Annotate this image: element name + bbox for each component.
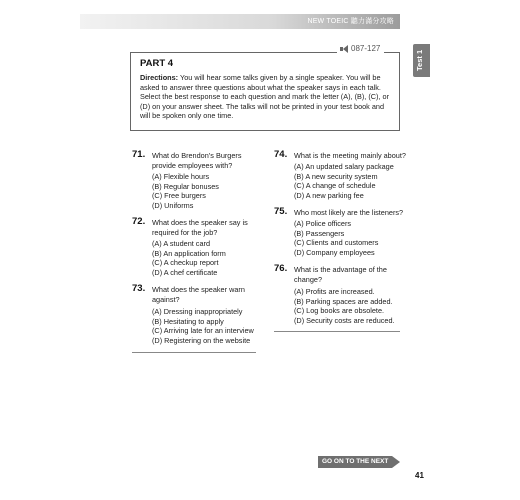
option-c[interactable]: (C) A change of schedule [294, 181, 376, 191]
option-d[interactable]: (D) Security costs are reduced. [294, 316, 395, 326]
question-text: What is the meeting mainly about? [294, 151, 406, 160]
option-d[interactable]: (D) A chef certificate [152, 268, 218, 278]
option-c[interactable]: (C) A checkup report [152, 258, 219, 268]
directions-text [140, 73, 392, 121]
option-b[interactable]: (B) Regular bonuses [152, 181, 219, 191]
column-divider-right [274, 331, 400, 332]
option-list [152, 172, 219, 211]
option-b[interactable]: (B) Hesitating to apply [152, 316, 224, 326]
question-text: What does the speaker say is required for the job? [152, 218, 248, 237]
page-number: 41 [415, 471, 424, 480]
option-a[interactable]: (A) Profits are increased. [294, 287, 375, 296]
option-a[interactable]: (A) A student card [152, 239, 211, 248]
option-b[interactable]: (B) An application form [152, 248, 226, 258]
header-title: NEW TOEIC 聽力滿分攻略 [307, 18, 394, 25]
directions-body: You will hear some talks given by a single speaker. You will be asked to answer three questions about what the speaker says in each talk. Select the best response to each question and mark the letter (A), (B), (C), or (D) on your answer sheet. The talks will not be printed in your test book and will be spoken only one time. [140, 73, 390, 121]
question-number: 72. [132, 216, 146, 227]
option-list [152, 239, 226, 278]
option-a[interactable]: (A) Flexible hours [152, 172, 210, 181]
question-text: What does the speaker warn against? [152, 285, 245, 304]
question-text: Who most likely are the listeners? [294, 208, 404, 217]
option-c[interactable]: (C) Arriving late for an interview [152, 326, 254, 336]
question-text: What is the advantage of the change? [294, 265, 387, 284]
part-title: PART 4 [140, 58, 174, 69]
option-a[interactable]: (A) Dressing inappropriately [152, 307, 243, 316]
option-b[interactable]: (B) Passengers [294, 228, 345, 238]
option-list [294, 287, 395, 326]
option-d[interactable]: (D) Company employees [294, 248, 375, 258]
option-b[interactable]: (B) A new security system [294, 171, 378, 181]
option-a[interactable]: (A) An updated salary package [294, 162, 394, 171]
column-divider-left [132, 352, 256, 353]
option-d[interactable]: (D) Registering on the website [152, 336, 251, 346]
option-b[interactable]: (B) Parking spaces are added. [294, 296, 393, 306]
directions-label: Directions: [140, 73, 179, 82]
side-tab-label: Test 1 [415, 49, 424, 71]
question-number: 71. [132, 149, 146, 160]
option-list [294, 162, 394, 201]
option-c[interactable]: (C) Free burgers [152, 191, 206, 201]
question-number: 76. [274, 263, 288, 274]
question-number: 74. [274, 149, 288, 160]
next-page-button[interactable]: GO ON TO THE NEXT PAGE [318, 456, 392, 468]
header-bar [80, 14, 400, 29]
option-c[interactable]: (C) Clients and customers [294, 238, 379, 248]
option-list [294, 219, 378, 258]
option-list [152, 307, 254, 346]
option-a[interactable]: (A) Police officers [294, 219, 352, 228]
option-d[interactable]: (D) A new parking fee [294, 191, 364, 201]
question-text: What do Brendon’s Burgers provide employees with? [152, 151, 242, 170]
question-number: 75. [274, 206, 288, 217]
option-d[interactable]: (D) Uniforms [152, 201, 194, 211]
option-c[interactable]: (C) Log books are obsolete. [294, 306, 385, 316]
side-tab [413, 44, 430, 77]
track-label: 087-127 [351, 44, 381, 53]
question-number: 73. [132, 283, 146, 294]
